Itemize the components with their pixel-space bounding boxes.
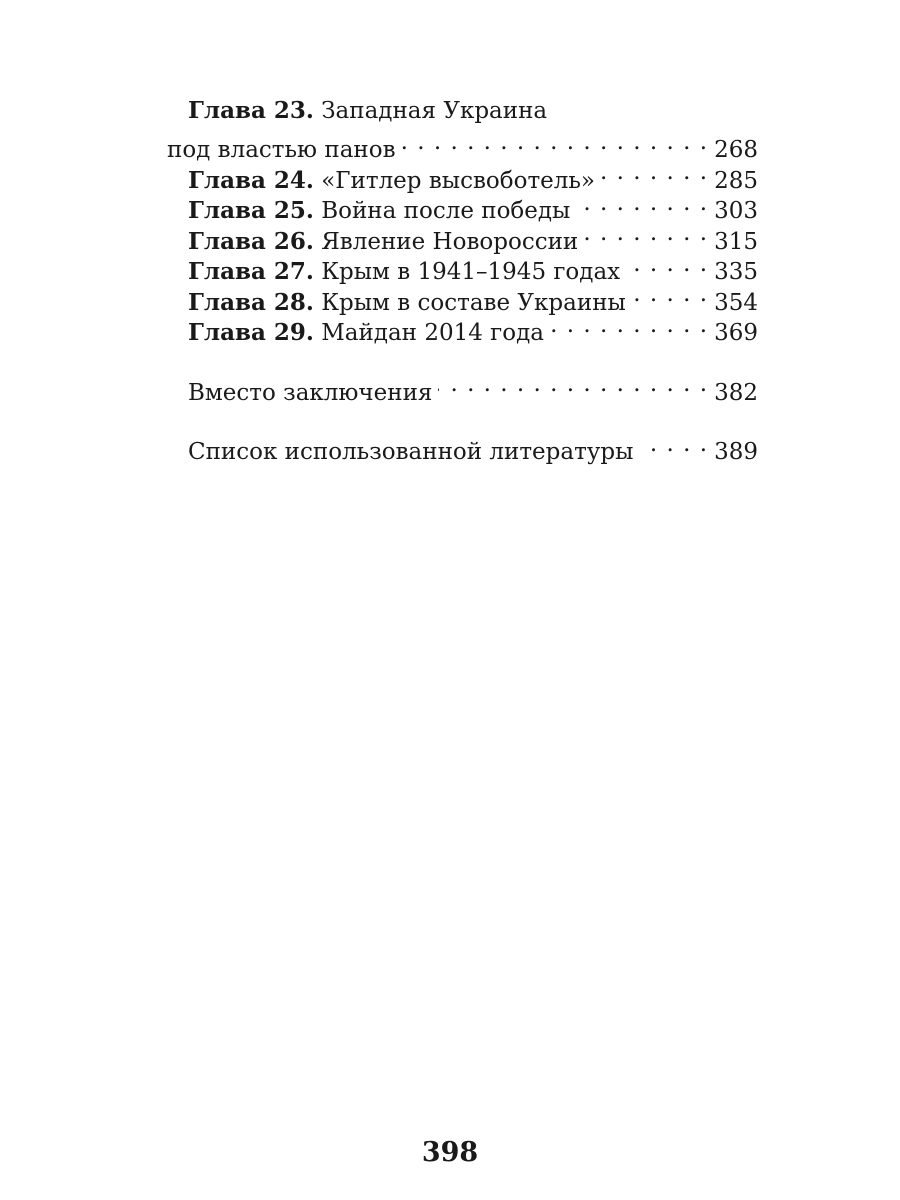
dot-leader: [632, 279, 708, 310]
chapter-number: Глава 29.: [188, 319, 314, 346]
table-of-contents: [167, 96, 758, 465]
page-number: 315: [714, 228, 758, 255]
chapter-title: Крым в составе Украины: [321, 289, 626, 316]
chapter-title: Западная Украина: [321, 98, 548, 124]
toc-entry-conclusion: [188, 369, 758, 406]
chapter-title: Майдан 2014 года: [321, 320, 544, 346]
page-number: 285: [714, 167, 758, 194]
dot-leader: [438, 369, 708, 400]
chapter-number: Глава 26.: [188, 227, 314, 255]
chapter-number: Глава 25.: [188, 197, 314, 224]
chapter-title: «Гитлер высвоботель»: [321, 167, 595, 194]
page-number: 354: [714, 289, 758, 316]
toc-entry-23-line-1: [188, 96, 758, 127]
chapter-number: Глава 24.: [188, 166, 314, 194]
toc-entry-bibliography: [188, 429, 758, 465]
chapter-title: Война после победы: [321, 198, 571, 224]
chapter-number: Глава 27.: [188, 258, 314, 285]
toc-entry-23-line-2: [167, 127, 758, 163]
page-number: 268: [714, 137, 758, 163]
page-number: 389: [714, 439, 758, 465]
chapter-title-continuation: под властью панов: [167, 137, 396, 163]
section-title: Вместо заключения: [188, 379, 433, 406]
page-number: 303: [714, 198, 758, 224]
page-number: 382: [714, 379, 758, 406]
chapter-title: Крым в 1941–1945 годах: [321, 259, 621, 285]
dot-leader: [550, 310, 708, 341]
dot-leader: [601, 157, 708, 188]
dot-leader: [584, 218, 708, 249]
dot-leader: [626, 249, 708, 280]
section-title: Список использованной литературы: [188, 439, 634, 465]
page-number: 335: [714, 259, 758, 285]
dot-leader: [576, 188, 708, 219]
page-folio-number: 398: [421, 1137, 479, 1168]
dot-leader: [639, 429, 708, 460]
chapter-title: Явление Новороссии: [321, 228, 579, 255]
chapter-number: Глава 23.: [188, 97, 314, 124]
dot-leader: [402, 127, 709, 158]
page-number: 369: [714, 320, 758, 346]
chapter-number: Глава 28.: [188, 288, 314, 316]
